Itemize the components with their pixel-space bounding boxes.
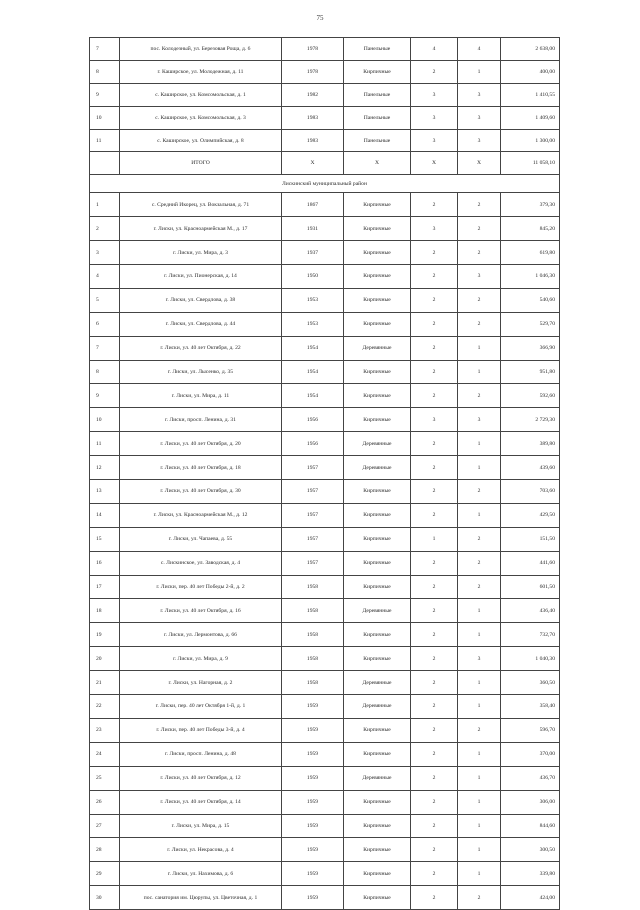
cell-wall-material: Панельные <box>344 38 411 61</box>
cell-address: г. Лиски, пер. 40 лет Победы 3-й, д. 4 <box>120 718 282 742</box>
cell-entrances: 4 <box>458 38 501 61</box>
cell-number: 6 <box>90 312 120 336</box>
table-row <box>90 480 560 504</box>
cell-entrances: 1 <box>458 695 501 719</box>
cell-entrances: 1 <box>458 336 501 360</box>
cell-address: г. Лиски, ул. Мира, д. 9 <box>120 647 282 671</box>
cell-wall-material: Кирпичные <box>344 790 411 814</box>
cell-cost: 370,00 <box>501 742 560 766</box>
cell-address: г. Лиски, ул. Лысенко, д. 35 <box>120 360 282 384</box>
cell-wall-material: Кирпичные <box>344 551 411 575</box>
cell-cost: 306,00 <box>501 790 560 814</box>
cell-address: г. Лиски, ул. Красноармейская М., д. 17 <box>120 217 282 241</box>
total-cost: 11 058,10 <box>501 152 560 175</box>
cell-cost: 366,90 <box>501 336 560 360</box>
cell-number: 26 <box>90 790 120 814</box>
table-row <box>90 862 560 886</box>
cell-wall-material: Кирпичные <box>344 527 411 551</box>
cell-year: 1958 <box>282 623 344 647</box>
cell-wall-material: Деревянные <box>344 336 411 360</box>
cell-floors: 1 <box>411 527 458 551</box>
cell-entrances: 1 <box>458 671 501 695</box>
cell-cost: 601,50 <box>501 575 560 599</box>
cell-number: 27 <box>90 814 120 838</box>
cell-wall-material: Панельные <box>344 83 411 106</box>
table-row <box>90 742 560 766</box>
table-row <box>90 503 560 527</box>
cell-number: 25 <box>90 766 120 790</box>
cell-wall-material: Кирпичные <box>344 193 411 217</box>
table-row <box>90 623 560 647</box>
cell-year: 1959 <box>282 862 344 886</box>
cell-entrances: 2 <box>458 575 501 599</box>
cell-wall-material: Кирпичные <box>344 241 411 265</box>
cell-wall-material: Кирпичные <box>344 360 411 384</box>
cell-wall-material: Кирпичные <box>344 742 411 766</box>
cell-number: 22 <box>90 695 120 719</box>
cell-wall-material: Кирпичные <box>344 480 411 504</box>
cell-entrances: 1 <box>458 60 501 83</box>
cell-year: 1959 <box>282 886 344 910</box>
cell-cost: 441,60 <box>501 551 560 575</box>
cell-entrances: 3 <box>458 647 501 671</box>
cell-floors: 2 <box>411 265 458 289</box>
cell-cost: 379,30 <box>501 193 560 217</box>
cell-wall-material: Кирпичные <box>344 862 411 886</box>
cell-wall-material: Кирпичные <box>344 575 411 599</box>
page-number: 75 <box>316 14 324 22</box>
cell-cost: 300,50 <box>501 838 560 862</box>
cell-wall-material: Деревянные <box>344 695 411 719</box>
cell-floors: 2 <box>411 575 458 599</box>
cell-year: 1983 <box>282 129 344 152</box>
cell-year: 1956 <box>282 408 344 432</box>
cell-wall-material: Кирпичные <box>344 838 411 862</box>
cell-floors: 2 <box>411 742 458 766</box>
cell-cost: 529,70 <box>501 312 560 336</box>
cell-year: 1959 <box>282 838 344 862</box>
table-row <box>90 312 560 336</box>
cell-year: 1983 <box>282 106 344 129</box>
cell-number: 8 <box>90 60 120 83</box>
cell-address: с. Средний Икорец, ул. Вокзальная, д. 71 <box>120 193 282 217</box>
cell-floors: 2 <box>411 790 458 814</box>
cell-entrances: 3 <box>458 265 501 289</box>
table-row <box>90 695 560 719</box>
cell-wall-material: Кирпичные <box>344 60 411 83</box>
cell-wall-material: Кирпичные <box>344 886 411 910</box>
cell-address: г. Лиски, ул. Свердлова, д. 44 <box>120 312 282 336</box>
table-body-bottom <box>90 193 560 910</box>
cell-address: г. Каширское, ул. Молодежная, д. 11 <box>120 60 282 83</box>
cell-year: 1959 <box>282 718 344 742</box>
cell-address: г. Лиски, ул. Лермонтова, д. 66 <box>120 623 282 647</box>
cell-address: г. Лиски, пер. 40 лет Победы 2-й, д. 2 <box>120 575 282 599</box>
cell-address: г. Лиски, пер. 40 лет Октября 1-й, д. 1 <box>120 695 282 719</box>
cell-address: г. Лиски, ул. Чапаева, д. 55 <box>120 527 282 551</box>
cell-wall-material: Кирпичные <box>344 503 411 527</box>
total-cell-num <box>90 152 120 175</box>
cell-cost: 439,60 <box>501 456 560 480</box>
cell-address: г. Лиски, ул. 40 лет Октября, д. 12 <box>120 766 282 790</box>
cell-cost: 436,70 <box>501 766 560 790</box>
cell-year: 1958 <box>282 575 344 599</box>
total-walls: X <box>344 152 411 175</box>
cell-entrances: 2 <box>458 241 501 265</box>
cell-cost: 1 410,55 <box>501 83 560 106</box>
table-row <box>90 575 560 599</box>
table-row <box>90 193 560 217</box>
cell-wall-material: Кирпичные <box>344 265 411 289</box>
table-row <box>90 360 560 384</box>
cell-floors: 2 <box>411 862 458 886</box>
cell-cost: 540,60 <box>501 288 560 312</box>
table-row <box>90 456 560 480</box>
table-row <box>90 551 560 575</box>
cell-number: 11 <box>90 129 120 152</box>
cell-number: 23 <box>90 718 120 742</box>
cell-address: г. Лиски, ул. 40 лет Октября, д. 20 <box>120 432 282 456</box>
cell-year: 1958 <box>282 599 344 623</box>
cell-address: г. Лиски, ул. Нагорная, д. 2 <box>120 671 282 695</box>
cell-entrances: 2 <box>458 480 501 504</box>
cell-cost: 844,60 <box>501 814 560 838</box>
cell-year: 1956 <box>282 432 344 456</box>
table-row <box>90 408 560 432</box>
table-row <box>90 718 560 742</box>
cell-entrances: 3 <box>458 129 501 152</box>
cell-address: г. Лиски, ул. 40 лет Октября, д. 30 <box>120 480 282 504</box>
cell-number: 9 <box>90 384 120 408</box>
cell-floors: 2 <box>411 384 458 408</box>
cell-floors: 2 <box>411 838 458 862</box>
cell-address: с. Каширское, ул. Комсомольская, д. 3 <box>120 106 282 129</box>
cell-cost: 1 300,00 <box>501 129 560 152</box>
section-title: Лискинский муниципальный район <box>90 175 560 193</box>
section-header-row <box>90 175 560 193</box>
cell-address: г. Лиски, ул. Красноармейская М., д. 12 <box>120 503 282 527</box>
cell-number: 13 <box>90 480 120 504</box>
table-row <box>90 766 560 790</box>
cell-address: г. Лиски, ул. 40 лет Октября, д. 14 <box>120 790 282 814</box>
cell-address: г. Лиски, ул. 40 лет Октября, д. 22 <box>120 336 282 360</box>
cell-entrances: 1 <box>458 432 501 456</box>
cell-number: 21 <box>90 671 120 695</box>
table-body-top <box>90 38 560 152</box>
cell-entrances: 1 <box>458 623 501 647</box>
cell-entrances: 2 <box>458 193 501 217</box>
cell-wall-material: Деревянные <box>344 671 411 695</box>
cell-cost: 151,50 <box>501 527 560 551</box>
cell-number: 7 <box>90 38 120 61</box>
cell-number: 10 <box>90 106 120 129</box>
cell-number: 14 <box>90 503 120 527</box>
table-row <box>90 288 560 312</box>
cell-year: 1953 <box>282 288 344 312</box>
cell-entrances: 2 <box>458 312 501 336</box>
cell-entrances: 3 <box>458 408 501 432</box>
cell-address: г. Лиски, ул. Мира, д. 15 <box>120 814 282 838</box>
cell-number: 20 <box>90 647 120 671</box>
cell-entrances: 2 <box>458 217 501 241</box>
table-row <box>90 599 560 623</box>
cell-cost: 360,50 <box>501 671 560 695</box>
cell-address: г. Лиски, ул. 40 лет Октября, д. 18 <box>120 456 282 480</box>
cell-address: с. Лискинское, ул. Заводская, д. 4 <box>120 551 282 575</box>
cell-wall-material: Деревянные <box>344 599 411 623</box>
cell-year: 1959 <box>282 766 344 790</box>
total-year: X <box>282 152 344 175</box>
cell-floors: 2 <box>411 193 458 217</box>
cell-entrances: 1 <box>458 862 501 886</box>
cell-year: 1978 <box>282 38 344 61</box>
table-row <box>90 671 560 695</box>
cell-entrances: 1 <box>458 838 501 862</box>
cell-entrances: 1 <box>458 360 501 384</box>
cell-floors: 2 <box>411 312 458 336</box>
cell-year: 1950 <box>282 265 344 289</box>
cell-number: 3 <box>90 241 120 265</box>
cell-number: 11 <box>90 432 120 456</box>
cell-entrances: 3 <box>458 83 501 106</box>
cell-wall-material: Деревянные <box>344 432 411 456</box>
cell-address: г. Лиски, просп. Ленина, д. 48 <box>120 742 282 766</box>
cell-cost: 1 046,30 <box>501 265 560 289</box>
cell-cost: 596,70 <box>501 718 560 742</box>
total-entrances: X <box>458 152 501 175</box>
table-row <box>90 790 560 814</box>
cell-entrances: 1 <box>458 766 501 790</box>
cell-floors: 2 <box>411 647 458 671</box>
table-row <box>90 647 560 671</box>
cell-cost: 429,50 <box>501 503 560 527</box>
cell-year: 1957 <box>282 503 344 527</box>
cell-wall-material: Кирпичные <box>344 217 411 241</box>
cell-year: 1937 <box>282 241 344 265</box>
cell-year: 1978 <box>282 60 344 83</box>
cell-cost: 2 638,00 <box>501 38 560 61</box>
cell-floors: 2 <box>411 456 458 480</box>
table-row <box>90 60 560 83</box>
cell-wall-material: Кирпичные <box>344 384 411 408</box>
cell-cost: 436,40 <box>501 599 560 623</box>
table-row <box>90 814 560 838</box>
housing-register-table <box>89 37 560 910</box>
cell-floors: 2 <box>411 60 458 83</box>
cell-cost: 732,70 <box>501 623 560 647</box>
cell-number: 19 <box>90 623 120 647</box>
cell-cost: 619,80 <box>501 241 560 265</box>
cell-year: 1954 <box>282 360 344 384</box>
cell-number: 16 <box>90 551 120 575</box>
cell-year: 1958 <box>282 647 344 671</box>
cell-floors: 2 <box>411 551 458 575</box>
cell-year: 1982 <box>282 83 344 106</box>
cell-year: 1959 <box>282 695 344 719</box>
cell-address: пос. Колодезный, ул. Березовая Роща, д. 6 <box>120 38 282 61</box>
cell-entrances: 1 <box>458 742 501 766</box>
cell-floors: 4 <box>411 38 458 61</box>
cell-year: 1957 <box>282 551 344 575</box>
cell-year: 1957 <box>282 456 344 480</box>
cell-number: 28 <box>90 838 120 862</box>
cell-entrances: 1 <box>458 599 501 623</box>
cell-address: г. Лиски, просп. Ленина, д. 31 <box>120 408 282 432</box>
table-row <box>90 217 560 241</box>
cell-number: 29 <box>90 862 120 886</box>
cell-floors: 2 <box>411 503 458 527</box>
table-row <box>90 129 560 152</box>
cell-wall-material: Деревянные <box>344 766 411 790</box>
cell-wall-material: Панельные <box>344 129 411 152</box>
cell-wall-material: Кирпичные <box>344 718 411 742</box>
cell-floors: 2 <box>411 480 458 504</box>
cell-wall-material: Кирпичные <box>344 408 411 432</box>
table-row <box>90 38 560 61</box>
cell-address: г. Лиски, ул. Некрасова, д. 4 <box>120 838 282 862</box>
cell-entrances: 2 <box>458 384 501 408</box>
cell-floors: 2 <box>411 336 458 360</box>
cell-cost: 358,40 <box>501 695 560 719</box>
cell-entrances: 2 <box>458 527 501 551</box>
cell-cost: 1 409,60 <box>501 106 560 129</box>
cell-year: 1959 <box>282 790 344 814</box>
cell-address: г. Лиски, ул. Свердлова, д. 38 <box>120 288 282 312</box>
cell-floors: 2 <box>411 695 458 719</box>
cell-cost: 400,00 <box>501 60 560 83</box>
cell-cost: 339,80 <box>501 862 560 886</box>
cell-year: 1959 <box>282 814 344 838</box>
cell-year: 1957 <box>282 480 344 504</box>
cell-year: 1957 <box>282 527 344 551</box>
table-row <box>90 527 560 551</box>
cell-cost: 2 729,30 <box>501 408 560 432</box>
cell-entrances: 2 <box>458 551 501 575</box>
cell-floors: 2 <box>411 886 458 910</box>
cell-wall-material: Кирпичные <box>344 288 411 312</box>
cell-address: с. Каширское, ул. Комсомольская, д. 1 <box>120 83 282 106</box>
cell-number: 8 <box>90 360 120 384</box>
cell-number: 15 <box>90 527 120 551</box>
cell-floors: 3 <box>411 129 458 152</box>
cell-wall-material: Кирпичные <box>344 647 411 671</box>
cell-entrances: 1 <box>458 814 501 838</box>
cell-wall-material: Кирпичные <box>344 312 411 336</box>
cell-floors: 3 <box>411 217 458 241</box>
cell-entrances: 2 <box>458 886 501 910</box>
cell-floors: 2 <box>411 766 458 790</box>
cell-floors: 2 <box>411 288 458 312</box>
total-row <box>90 152 560 175</box>
cell-number: 18 <box>90 599 120 623</box>
cell-floors: 3 <box>411 408 458 432</box>
cell-wall-material: Кирпичные <box>344 623 411 647</box>
cell-entrances: 3 <box>458 106 501 129</box>
cell-address: г. Лиски, ул. Мира, д. 3 <box>120 241 282 265</box>
cell-floors: 2 <box>411 241 458 265</box>
cell-address: г. Лиски, ул. Нахимова, д. 6 <box>120 862 282 886</box>
cell-year: 1954 <box>282 336 344 360</box>
cell-entrances: 1 <box>458 790 501 814</box>
cell-address: пос. санатория им. Цюрупы, ул. Цветочная, д. 1 <box>120 886 282 910</box>
cell-year: 1931 <box>282 217 344 241</box>
cell-cost: 703,60 <box>501 480 560 504</box>
table-row <box>90 336 560 360</box>
cell-number: 30 <box>90 886 120 910</box>
cell-address: г. Лиски, ул. Пионерская, д. 14 <box>120 265 282 289</box>
cell-floors: 2 <box>411 432 458 456</box>
table-total <box>90 152 560 193</box>
cell-cost: 592,60 <box>501 384 560 408</box>
cell-number: 7 <box>90 336 120 360</box>
cell-floors: 2 <box>411 623 458 647</box>
table-row <box>90 106 560 129</box>
cell-entrances: 2 <box>458 288 501 312</box>
cell-number: 9 <box>90 83 120 106</box>
cell-floors: 3 <box>411 83 458 106</box>
table-row <box>90 432 560 456</box>
cell-year: 1953 <box>282 312 344 336</box>
cell-cost: 389,80 <box>501 432 560 456</box>
cell-floors: 3 <box>411 106 458 129</box>
cell-number: 1 <box>90 193 120 217</box>
total-label: ИТОГО <box>120 152 282 175</box>
cell-year: 1867 <box>282 193 344 217</box>
cell-cost: 1 040,30 <box>501 647 560 671</box>
table-row <box>90 265 560 289</box>
cell-address: г. Лиски, ул. 40 лет Октября, д. 16 <box>120 599 282 623</box>
cell-floors: 2 <box>411 599 458 623</box>
cell-address: с. Каширское, ул. Олимпийская, д. 8 <box>120 129 282 152</box>
cell-wall-material: Кирпичные <box>344 814 411 838</box>
cell-floors: 2 <box>411 671 458 695</box>
cell-entrances: 1 <box>458 456 501 480</box>
table-row <box>90 886 560 910</box>
cell-year: 1958 <box>282 671 344 695</box>
cell-year: 1954 <box>282 384 344 408</box>
cell-floors: 2 <box>411 718 458 742</box>
cell-cost: 424,00 <box>501 886 560 910</box>
total-floors: X <box>411 152 458 175</box>
cell-cost: 951,80 <box>501 360 560 384</box>
cell-entrances: 1 <box>458 503 501 527</box>
cell-number: 2 <box>90 217 120 241</box>
cell-floors: 2 <box>411 814 458 838</box>
cell-address: г. Лиски, ул. Мира, д. 11 <box>120 384 282 408</box>
cell-number: 5 <box>90 288 120 312</box>
table-row <box>90 83 560 106</box>
cell-number: 17 <box>90 575 120 599</box>
cell-wall-material: Панельные <box>344 106 411 129</box>
cell-number: 24 <box>90 742 120 766</box>
table-row <box>90 384 560 408</box>
cell-number: 4 <box>90 265 120 289</box>
table-row <box>90 241 560 265</box>
cell-wall-material: Деревянные <box>344 456 411 480</box>
cell-number: 10 <box>90 408 120 432</box>
cell-number: 12 <box>90 456 120 480</box>
cell-year: 1959 <box>282 742 344 766</box>
cell-floors: 2 <box>411 360 458 384</box>
table-row <box>90 838 560 862</box>
cell-entrances: 2 <box>458 718 501 742</box>
cell-cost: 845,20 <box>501 217 560 241</box>
